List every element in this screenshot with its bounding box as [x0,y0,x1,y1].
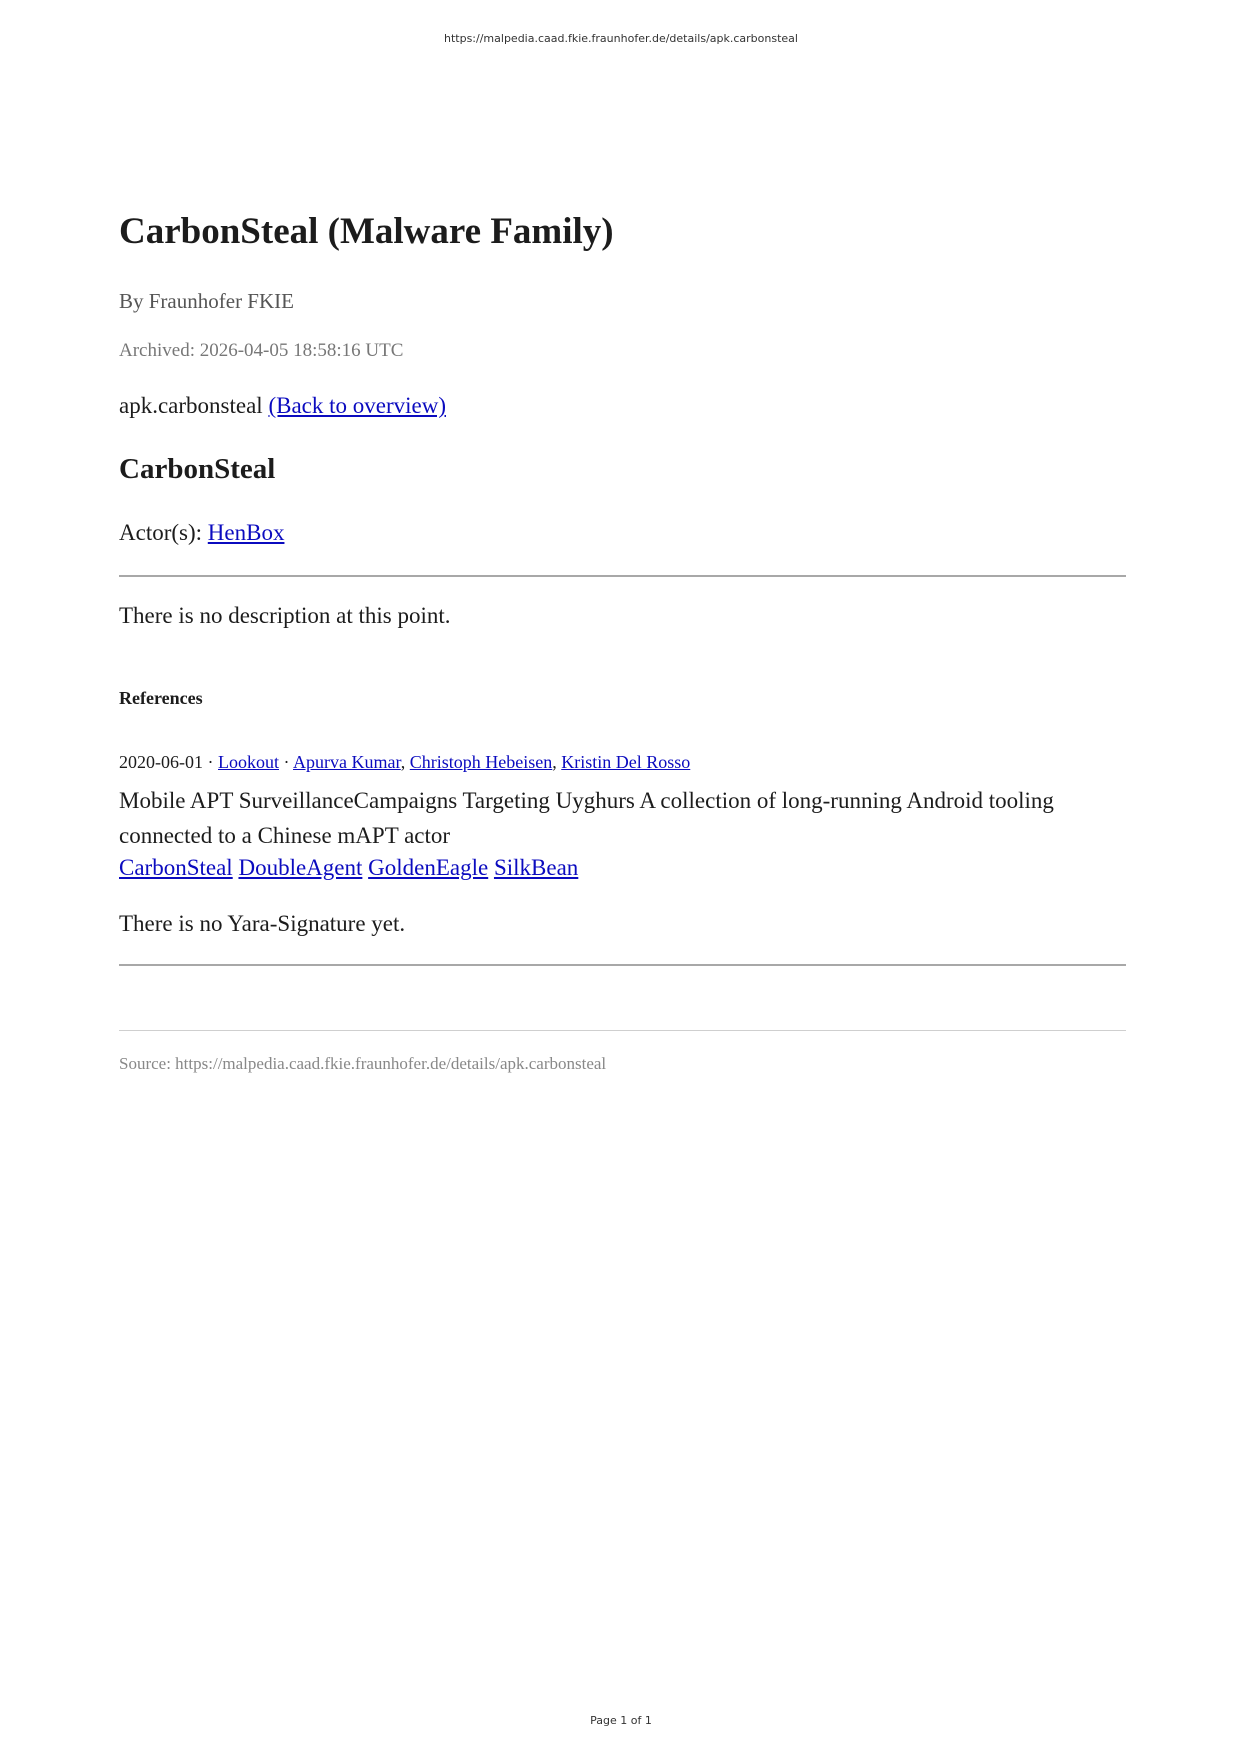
actors-line [119,520,284,546]
archived-timestamp: Archived: 2026-04-05 18:58:16 UTC [119,340,404,361]
back-to-overview-link[interactable]: (Back to overview) [268,393,446,418]
divider [119,575,1126,577]
reference-author-link[interactable]: Kristin Del Rosso [561,752,691,772]
divider [119,1030,1126,1031]
family-tag-link[interactable]: DoubleAgent [238,855,363,880]
reference-family-tags [119,855,578,881]
author-comma: , [552,752,557,772]
reference-meta [119,752,690,773]
actors-label: Actor(s): [119,520,203,545]
reference-date: 2020-06-01 [119,752,203,772]
family-tag-link[interactable]: GoldenEagle [368,855,489,880]
byline: By Fraunhofer FKIE [119,289,294,313]
family-slug: apk.carbonsteal [119,393,263,418]
references-heading: References [119,688,203,708]
family-name-heading: CarbonSteal [119,453,276,485]
reference-author-link[interactable]: Apurva Kumar [293,752,401,772]
reference-organization-link[interactable]: Lookout [218,752,279,772]
reference-title: Mobile APT SurveillanceCampaigns Targeting Uyghurs A collection of long-running Android tooling connected to a Chinese mAPT actor [119,788,1054,848]
family-slug-line [119,393,446,419]
yara-signature-text: There is no Yara-Signature yet. [119,911,406,936]
author-comma: , [400,752,406,772]
description-text: There is no description at this point. [119,603,451,628]
page-number: Page 1 of 1 [590,1714,652,1727]
divider [119,964,1126,966]
source-line: Source: https://malpedia.caad.fkie.fraunhofer.de/details/apk.carbonsteal [119,1054,607,1073]
separator-dot: · [283,752,290,772]
page-title: CarbonSteal (Malware Family) [119,211,614,252]
actor-link-henbox[interactable]: HenBox [207,520,285,545]
family-tag-link[interactable]: SilkBean [493,855,579,880]
separator-dot: · [207,752,214,772]
reference-author-link[interactable]: Christoph Hebeisen [409,752,553,772]
family-tag-link[interactable]: CarbonSteal [119,855,233,880]
print-header-url: https://malpedia.caad.fkie.fraunhofer.de/details/apk.carbonsteal [444,32,798,45]
